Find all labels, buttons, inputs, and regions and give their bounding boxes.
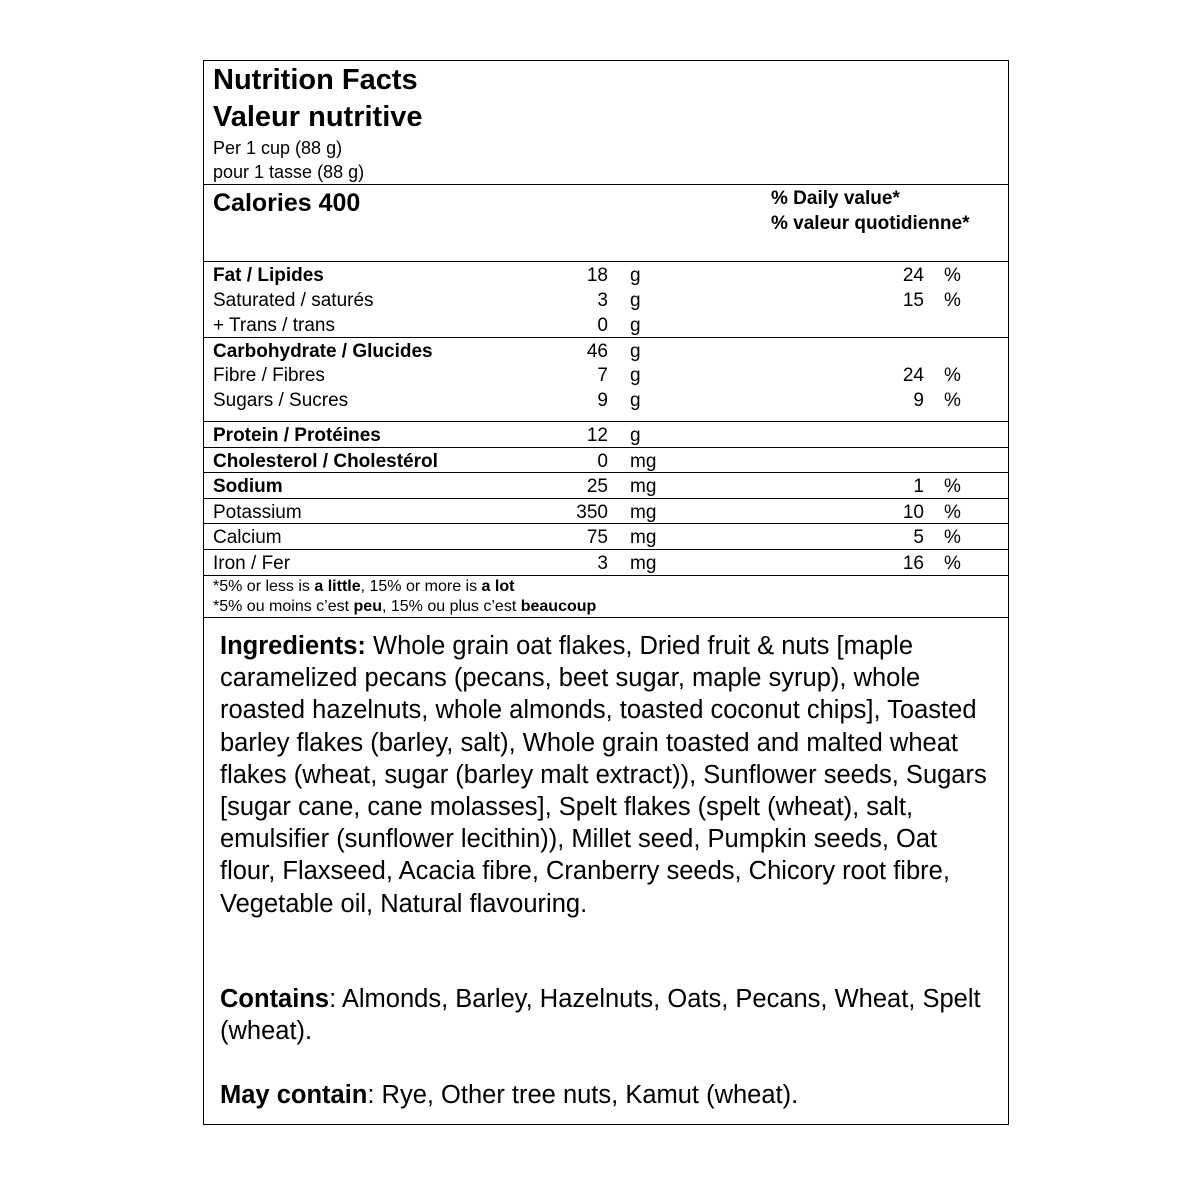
percent-sign: % <box>944 502 961 523</box>
calories: Calories 400 <box>213 189 361 217</box>
nutrient-name: Cholesterol / Cholestérol <box>213 451 438 472</box>
nutrient-name: Fat / Lipides <box>213 265 324 286</box>
divider <box>204 447 1008 448</box>
nutrient-row-protein <box>204 423 1008 448</box>
nutrient-daily-value: 16 <box>902 553 924 574</box>
nutrient-amount: 0 <box>597 451 608 472</box>
percent-sign: % <box>944 527 961 548</box>
nutrient-unit: mg <box>630 451 657 472</box>
percent-sign: % <box>944 365 961 386</box>
ingredients-block <box>220 630 998 920</box>
nutrient-daily-value: 24 <box>902 365 924 386</box>
divider <box>204 523 1008 524</box>
nutrient-daily-value: 10 <box>902 502 924 523</box>
nutrient-unit: mg <box>630 553 657 574</box>
serving-size-french: pour 1 tasse (88 g) <box>213 162 365 182</box>
nutrient-amount: 7 <box>597 365 608 386</box>
nutrient-row-saturated <box>204 288 1008 313</box>
nutrient-name: Calcium <box>213 527 282 548</box>
footnote-emphasis: beaucoup <box>520 598 597 615</box>
title-french: Valeur nutritive <box>213 101 423 133</box>
nutrient-name: Sodium <box>213 476 283 497</box>
nutrient-unit: g <box>630 390 641 411</box>
may-contain-label: May contain <box>220 1081 368 1109</box>
nutrient-amount: 75 <box>586 527 608 548</box>
divider <box>204 421 1008 422</box>
nutrient-amount: 3 <box>597 553 608 574</box>
contains-label: Contains <box>220 985 330 1013</box>
nutrient-unit: g <box>630 315 641 336</box>
footnote-emphasis: a lot <box>481 578 515 595</box>
divider <box>204 498 1008 499</box>
nutrient-name: + Trans / trans <box>213 315 335 336</box>
footnote-text: , 15% or more is <box>360 578 482 595</box>
ingredients-text: Whole grain oat flakes, Dried fruit & nuts [maple caramelized pecans (pecans, beet sugar, maple syrup), whole roasted hazelnuts, whole almonds, toasted coconut chips], Toasted barley flakes (barley, salt), Whole grain toasted and malted wheat flakes (wheat, sugar (barley malt extract)), Sunflower seeds, Sugars [sugar cane, cane molasses], Spelt flakes (spelt (wheat), salt, emulsifier (sunflower lecithin)), Millet seed, Pumpkin seeds, Oat flour, Flaxseed, Acacia fibre, Cranberry seeds, Chicory root fibre, Vegetable oil, Natural flavouring. <box>220 632 987 918</box>
percent-sign: % <box>944 390 961 411</box>
nutrient-unit: g <box>630 365 641 386</box>
divider <box>204 472 1008 473</box>
nutrient-amount: 25 <box>586 476 608 497</box>
nutrient-amount: 350 <box>576 502 608 523</box>
footnote-english <box>213 578 514 596</box>
divider <box>204 261 1008 262</box>
nutrient-unit: g <box>630 425 641 446</box>
nutrient-name: Potassium <box>213 502 302 523</box>
divider <box>204 617 1008 618</box>
divider <box>204 575 1008 576</box>
nutrient-row-iron <box>204 551 1008 576</box>
nutrient-row-carbohydrate <box>204 339 1008 364</box>
nutrient-amount: 18 <box>586 265 608 286</box>
nutrient-unit: g <box>630 341 641 362</box>
nutrient-daily-value: 5 <box>913 527 924 548</box>
percent-sign: % <box>944 290 961 311</box>
divider <box>204 337 1008 338</box>
footnote-text: *5% ou moins c’est <box>213 598 354 615</box>
nutrient-row-fibre <box>204 363 1008 388</box>
nutrient-amount: 12 <box>586 425 608 446</box>
nutrient-unit: g <box>630 290 641 311</box>
nutrient-unit: mg <box>630 527 657 548</box>
ingredients-label: Ingredients: <box>220 632 366 660</box>
contains-block <box>220 983 998 1047</box>
nutrient-unit: mg <box>630 502 657 523</box>
nutrient-amount: 0 <box>597 315 608 336</box>
nutrient-daily-value: 9 <box>913 390 924 411</box>
nutrient-row-sugars <box>204 388 1008 413</box>
serving-size-english: Per 1 cup (88 g) <box>213 138 343 158</box>
percent-sign: % <box>944 265 961 286</box>
nutrient-daily-value: 24 <box>902 265 924 286</box>
nutrient-unit: g <box>630 265 641 286</box>
may-contain-block <box>220 1079 998 1111</box>
footnote-emphasis: peu <box>353 598 382 615</box>
nutrient-row-trans <box>204 313 1008 338</box>
footnote-text: , 15% ou plus c’est <box>381 598 521 615</box>
nutrient-row-sodium <box>204 474 1008 499</box>
nutrient-row-cholesterol <box>204 449 1008 474</box>
nutrient-name: Fibre / Fibres <box>213 365 325 386</box>
daily-value-header-english: % Daily value* <box>771 188 900 209</box>
nutrient-daily-value: 1 <box>913 476 924 497</box>
nutrient-amount: 9 <box>597 390 608 411</box>
daily-value-header-french: % valeur quotidienne* <box>771 213 970 234</box>
percent-sign: % <box>944 476 961 497</box>
divider <box>204 184 1008 185</box>
may-contain-text: : Rye, Other tree nuts, Kamut (wheat). <box>367 1081 799 1109</box>
percent-sign: % <box>944 553 961 574</box>
title-english: Nutrition Facts <box>213 64 418 96</box>
nutrient-unit: mg <box>630 476 657 497</box>
footnote-emphasis: a little <box>314 578 361 595</box>
nutrient-amount: 3 <box>597 290 608 311</box>
nutrient-row-potassium <box>204 500 1008 525</box>
nutrient-name: Protein / Protéines <box>213 425 381 446</box>
nutrient-name: Sugars / Sucres <box>213 390 349 411</box>
nutrient-row-calcium <box>204 525 1008 550</box>
divider <box>204 549 1008 550</box>
nutrient-amount: 46 <box>586 341 608 362</box>
nutrition-label <box>203 60 1009 1125</box>
footnote-text: *5% or less is <box>213 578 315 595</box>
nutrient-daily-value: 15 <box>902 290 924 311</box>
contains-text: : Almonds, Barley, Hazelnuts, Oats, Pecans, Wheat, Spelt (wheat). <box>220 985 981 1046</box>
nutrient-name: Saturated / saturés <box>213 290 374 311</box>
nutrient-name: Iron / Fer <box>213 553 291 574</box>
footnote-french <box>213 598 596 616</box>
nutrient-name: Carbohydrate / Glucides <box>213 341 433 362</box>
nutrient-row-fat <box>204 263 1008 288</box>
